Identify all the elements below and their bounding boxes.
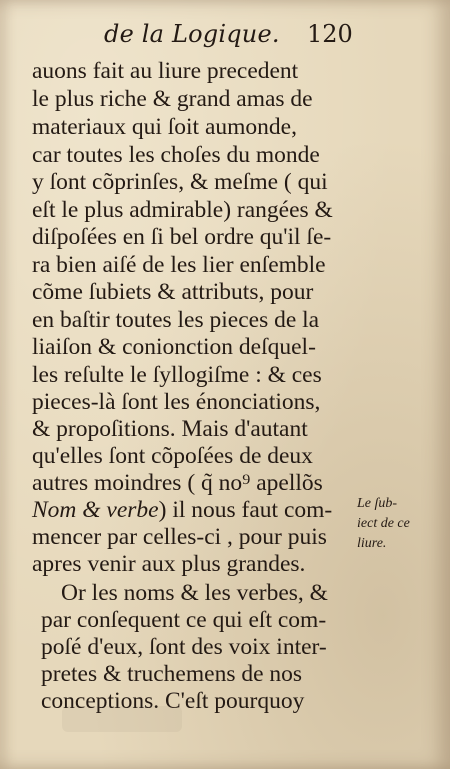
text-line: materiaux qui ſoit aumonde, bbox=[32, 114, 297, 140]
text-line: pieces-là ſont les énonciations, bbox=[32, 389, 321, 415]
text-line: liaiſon & conionction deſquel- bbox=[32, 334, 316, 360]
text-line: mencer par celles-ci , pour puis bbox=[32, 524, 327, 550]
running-head-title: de la Logique. bbox=[104, 20, 280, 48]
text-line: car toutes les choſes du monde bbox=[32, 142, 320, 168]
text-line: ra bien aiſé de les lier enſemble bbox=[32, 252, 326, 278]
text-line: les reſulte le ſyllogiſme : & ces bbox=[32, 362, 322, 388]
margin-note-line: iect de ce bbox=[357, 516, 410, 531]
text-line: qu'elles ſont cõpoſées de deux bbox=[32, 443, 313, 469]
show-through-ink bbox=[62, 706, 182, 732]
text-line: apres venir aux plus grandes. bbox=[32, 551, 306, 577]
margin-note bbox=[357, 494, 443, 554]
text-line: en baſtir toutes les pieces de la bbox=[32, 307, 320, 333]
text-line: cõme ſubiets & attributs, pour bbox=[32, 279, 314, 305]
text-line: conceptions. C'eſt pourquoy bbox=[41, 688, 305, 714]
text-line: autres moindres ( q̃ no⁹ apellõs bbox=[32, 470, 323, 496]
text-fragment: ) il nous faut com- bbox=[158, 497, 333, 523]
text-line: poſé d'eux, ſont des voix inter- bbox=[41, 634, 327, 660]
margin-note-line: Le ſub- bbox=[357, 496, 398, 511]
text-line: pretes & truchemens de nos bbox=[41, 661, 303, 687]
text-line: par conſequent ce qui eſt com- bbox=[41, 607, 327, 633]
italic-phrase: Nom & verbe bbox=[32, 497, 159, 523]
text-line: & propoſitions. Mais d'autant bbox=[32, 416, 308, 442]
text-line: le plus riche & grand amas de bbox=[32, 86, 313, 112]
paragraph-first-line: Or les noms & les verbes, & bbox=[61, 580, 328, 606]
text-line bbox=[32, 495, 332, 525]
text-line: eſt le plus admirable) rangées & bbox=[32, 197, 333, 223]
text-line: auons fait au liure precedent bbox=[32, 58, 299, 84]
page-number: 120 bbox=[307, 20, 353, 48]
margin-note-line: liure. bbox=[357, 536, 387, 551]
text-line: diſpoſées en ſi bel ordre qu'il ſe- bbox=[32, 224, 332, 250]
text-line: y ſont cõprinſes, & meſme ( qui bbox=[32, 169, 328, 195]
